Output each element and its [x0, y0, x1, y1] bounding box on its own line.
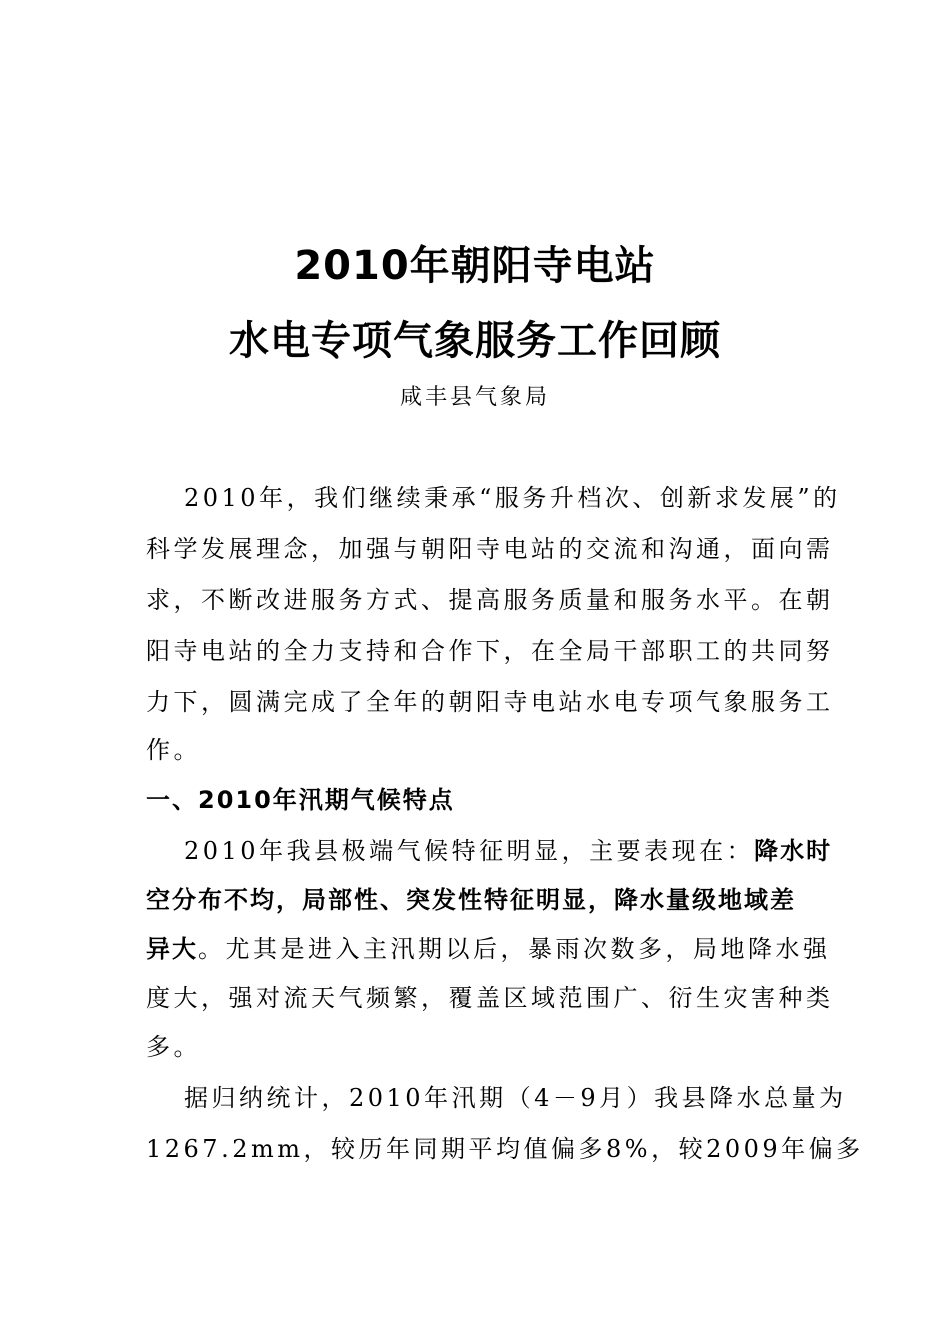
section-1-para-1-line-1 — [184, 835, 832, 867]
section-1-para-1-line-3 — [146, 933, 831, 965]
section-1-heading: 一、2010年汛期气候特点 — [146, 786, 455, 814]
intro-line-6: 作。 — [146, 736, 201, 764]
para-emphasis: 异大 — [146, 935, 198, 963]
section-1-para-1-line-2 — [146, 884, 796, 916]
section-1-para-1-line-4: 度大，强对流天气频繁，覆盖区域范围广、衍生灾害种类 — [146, 984, 834, 1012]
intro-line-1: 2010年，我们继续秉承“服务升档次、创新求发展”的 — [184, 484, 841, 512]
section-1-para-2-line-2: 1267.2mm，较历年同期平均值偏多8%，较2009年偏多 — [146, 1135, 864, 1163]
document-title-line2: 水电专项气象服务工作回顾 — [229, 318, 721, 364]
intro-line-4: 阳寺电站的全力支持和合作下，在全局干部职工的共同努 — [146, 637, 834, 665]
para-emphasis: 降水时 — [754, 837, 833, 865]
intro-line-5: 力下，圆满完成了全年的朝阳寺电站水电专项气象服务工 — [146, 688, 834, 716]
intro-line-3: 求，不断改进服务方式、提高服务质量和服务水平。在朝 — [146, 586, 834, 614]
para-emphasis: 空分布不均，局部性、突发性特征明显，降水量级地域差 — [146, 886, 796, 914]
section-1-para-2-line-1: 据归纳统计，2010年汛期（4－9月）我县降水总量为 — [184, 1084, 847, 1112]
document-author: 咸丰县气象局 — [399, 385, 550, 410]
section-1-para-1-line-5: 多。 — [146, 1033, 201, 1061]
intro-line-2: 科学发展理念，加强与朝阳寺电站的交流和沟通，面向需 — [146, 535, 834, 563]
para-text: 2010年我县极端气候特征明显，主要表现在： — [184, 837, 755, 865]
document-title-line1: 2010年朝阳寺电站 — [294, 243, 656, 289]
para-text: 。尤其是进入主汛期以后，暴雨次数多，局地降水强 — [198, 935, 831, 963]
